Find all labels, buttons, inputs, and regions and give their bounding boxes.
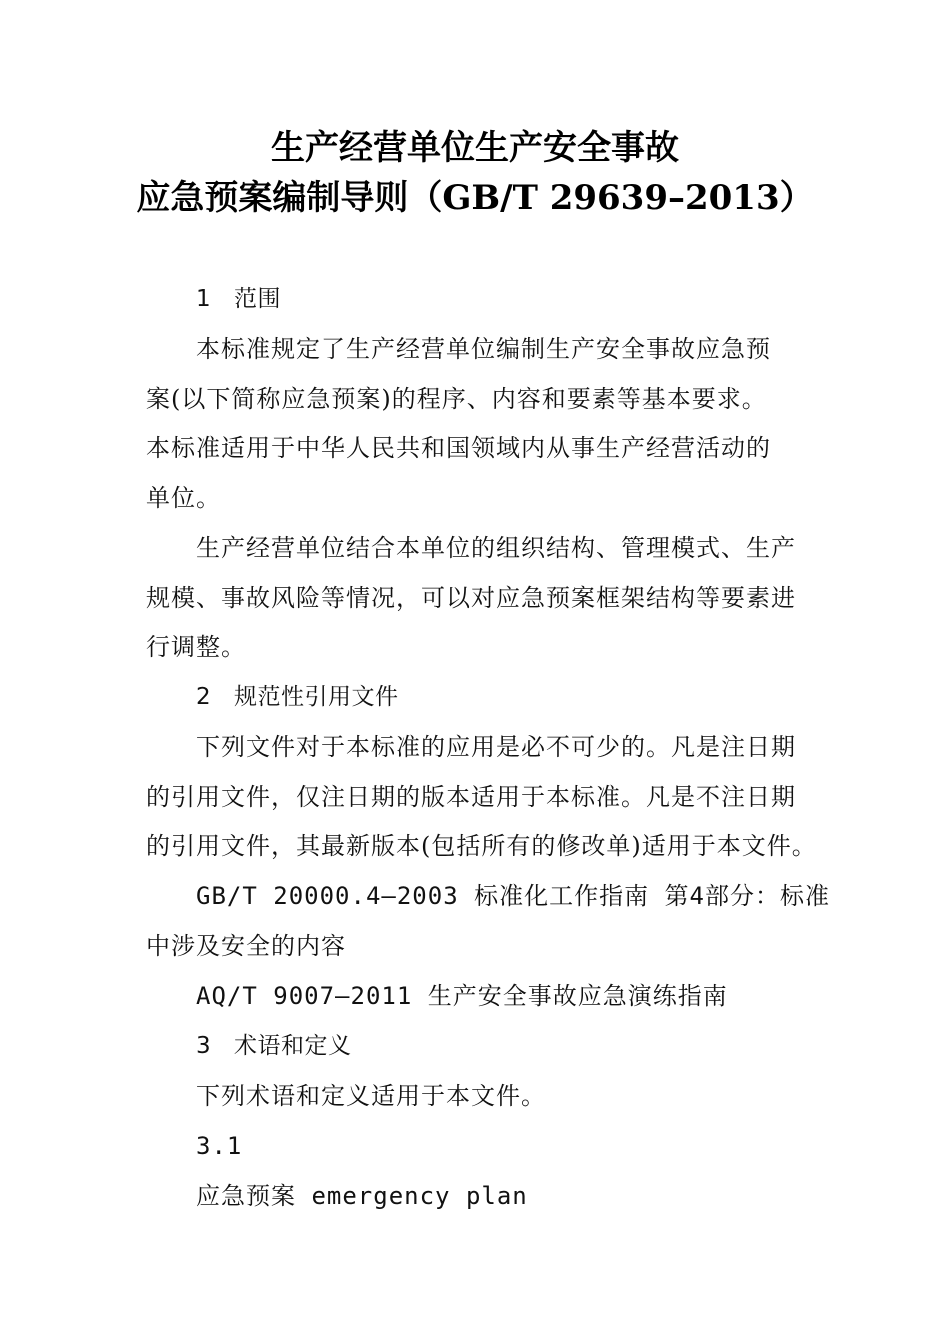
section-1-paragraph-3-line-3: 行调整。 — [146, 633, 246, 661]
document-title-line1: 生产经营单位生产安全事故 — [271, 128, 679, 168]
section-2-paragraph-1-line-3: 的引用文件，其最新版本(包括所有的修改单)适用于本文件。 — [146, 832, 817, 860]
section-3-heading — [196, 1031, 810, 1061]
section-2-title: 规范性引用文件 — [234, 684, 399, 710]
section-1-title: 范围 — [234, 286, 281, 312]
section-3-number: 3 — [196, 1033, 212, 1059]
document-title-line2: 应急预案编制导则（GB/T 29639–2013） — [136, 178, 814, 218]
section-1-paragraph-1-line-1: 本标准规定了生产经营单位编制生产安全事故应急预 — [196, 335, 771, 363]
section-1-paragraph-3-line-2: 规模、事故风险等情况，可以对应急预案框架结构等要素进 — [146, 584, 796, 612]
section-3-paragraph-1: 下列术语和定义适用于本文件。 — [196, 1082, 546, 1110]
clause-3-1-number: 3.1 — [196, 1132, 243, 1160]
section-1-heading — [196, 284, 810, 314]
section-1-paragraph-3-line-1: 生产经营单位结合本单位的组织结构、管理模式、生产 — [196, 534, 796, 562]
section-2-paragraph-1-line-1: 下列文件对于本标准的应用是必不可少的。凡是注日期 — [196, 733, 796, 761]
reference-aqt-9007: AQ/T 9007—2011 生产安全事故应急演练指南 — [196, 982, 728, 1010]
clause-3-1-term: 应急预案 emergency plan — [196, 1182, 528, 1210]
section-2-paragraph-1-line-2: 的引用文件，仅注日期的版本适用于本标准。凡是不注日期 — [146, 783, 796, 811]
section-1-paragraph-1-line-2: 案(以下简称应急预案)的程序、内容和要素等基本要求。 — [146, 385, 767, 413]
reference-gbt-20000-line-2: 中涉及安全的内容 — [146, 932, 346, 960]
section-1-paragraph-2-line-2: 单位。 — [146, 484, 221, 512]
section-2-number: 2 — [196, 684, 212, 710]
section-3-title: 术语和定义 — [234, 1033, 352, 1059]
reference-gbt-20000-line-1: GB/T 20000.4—2003 标准化工作指南 第4部分：标准 — [196, 882, 830, 910]
section-1-number: 1 — [196, 286, 212, 312]
section-1-paragraph-2-line-1: 本标准适用于中华人民共和国领域内从事生产经营活动的 — [146, 434, 771, 462]
section-2-heading — [196, 682, 810, 712]
